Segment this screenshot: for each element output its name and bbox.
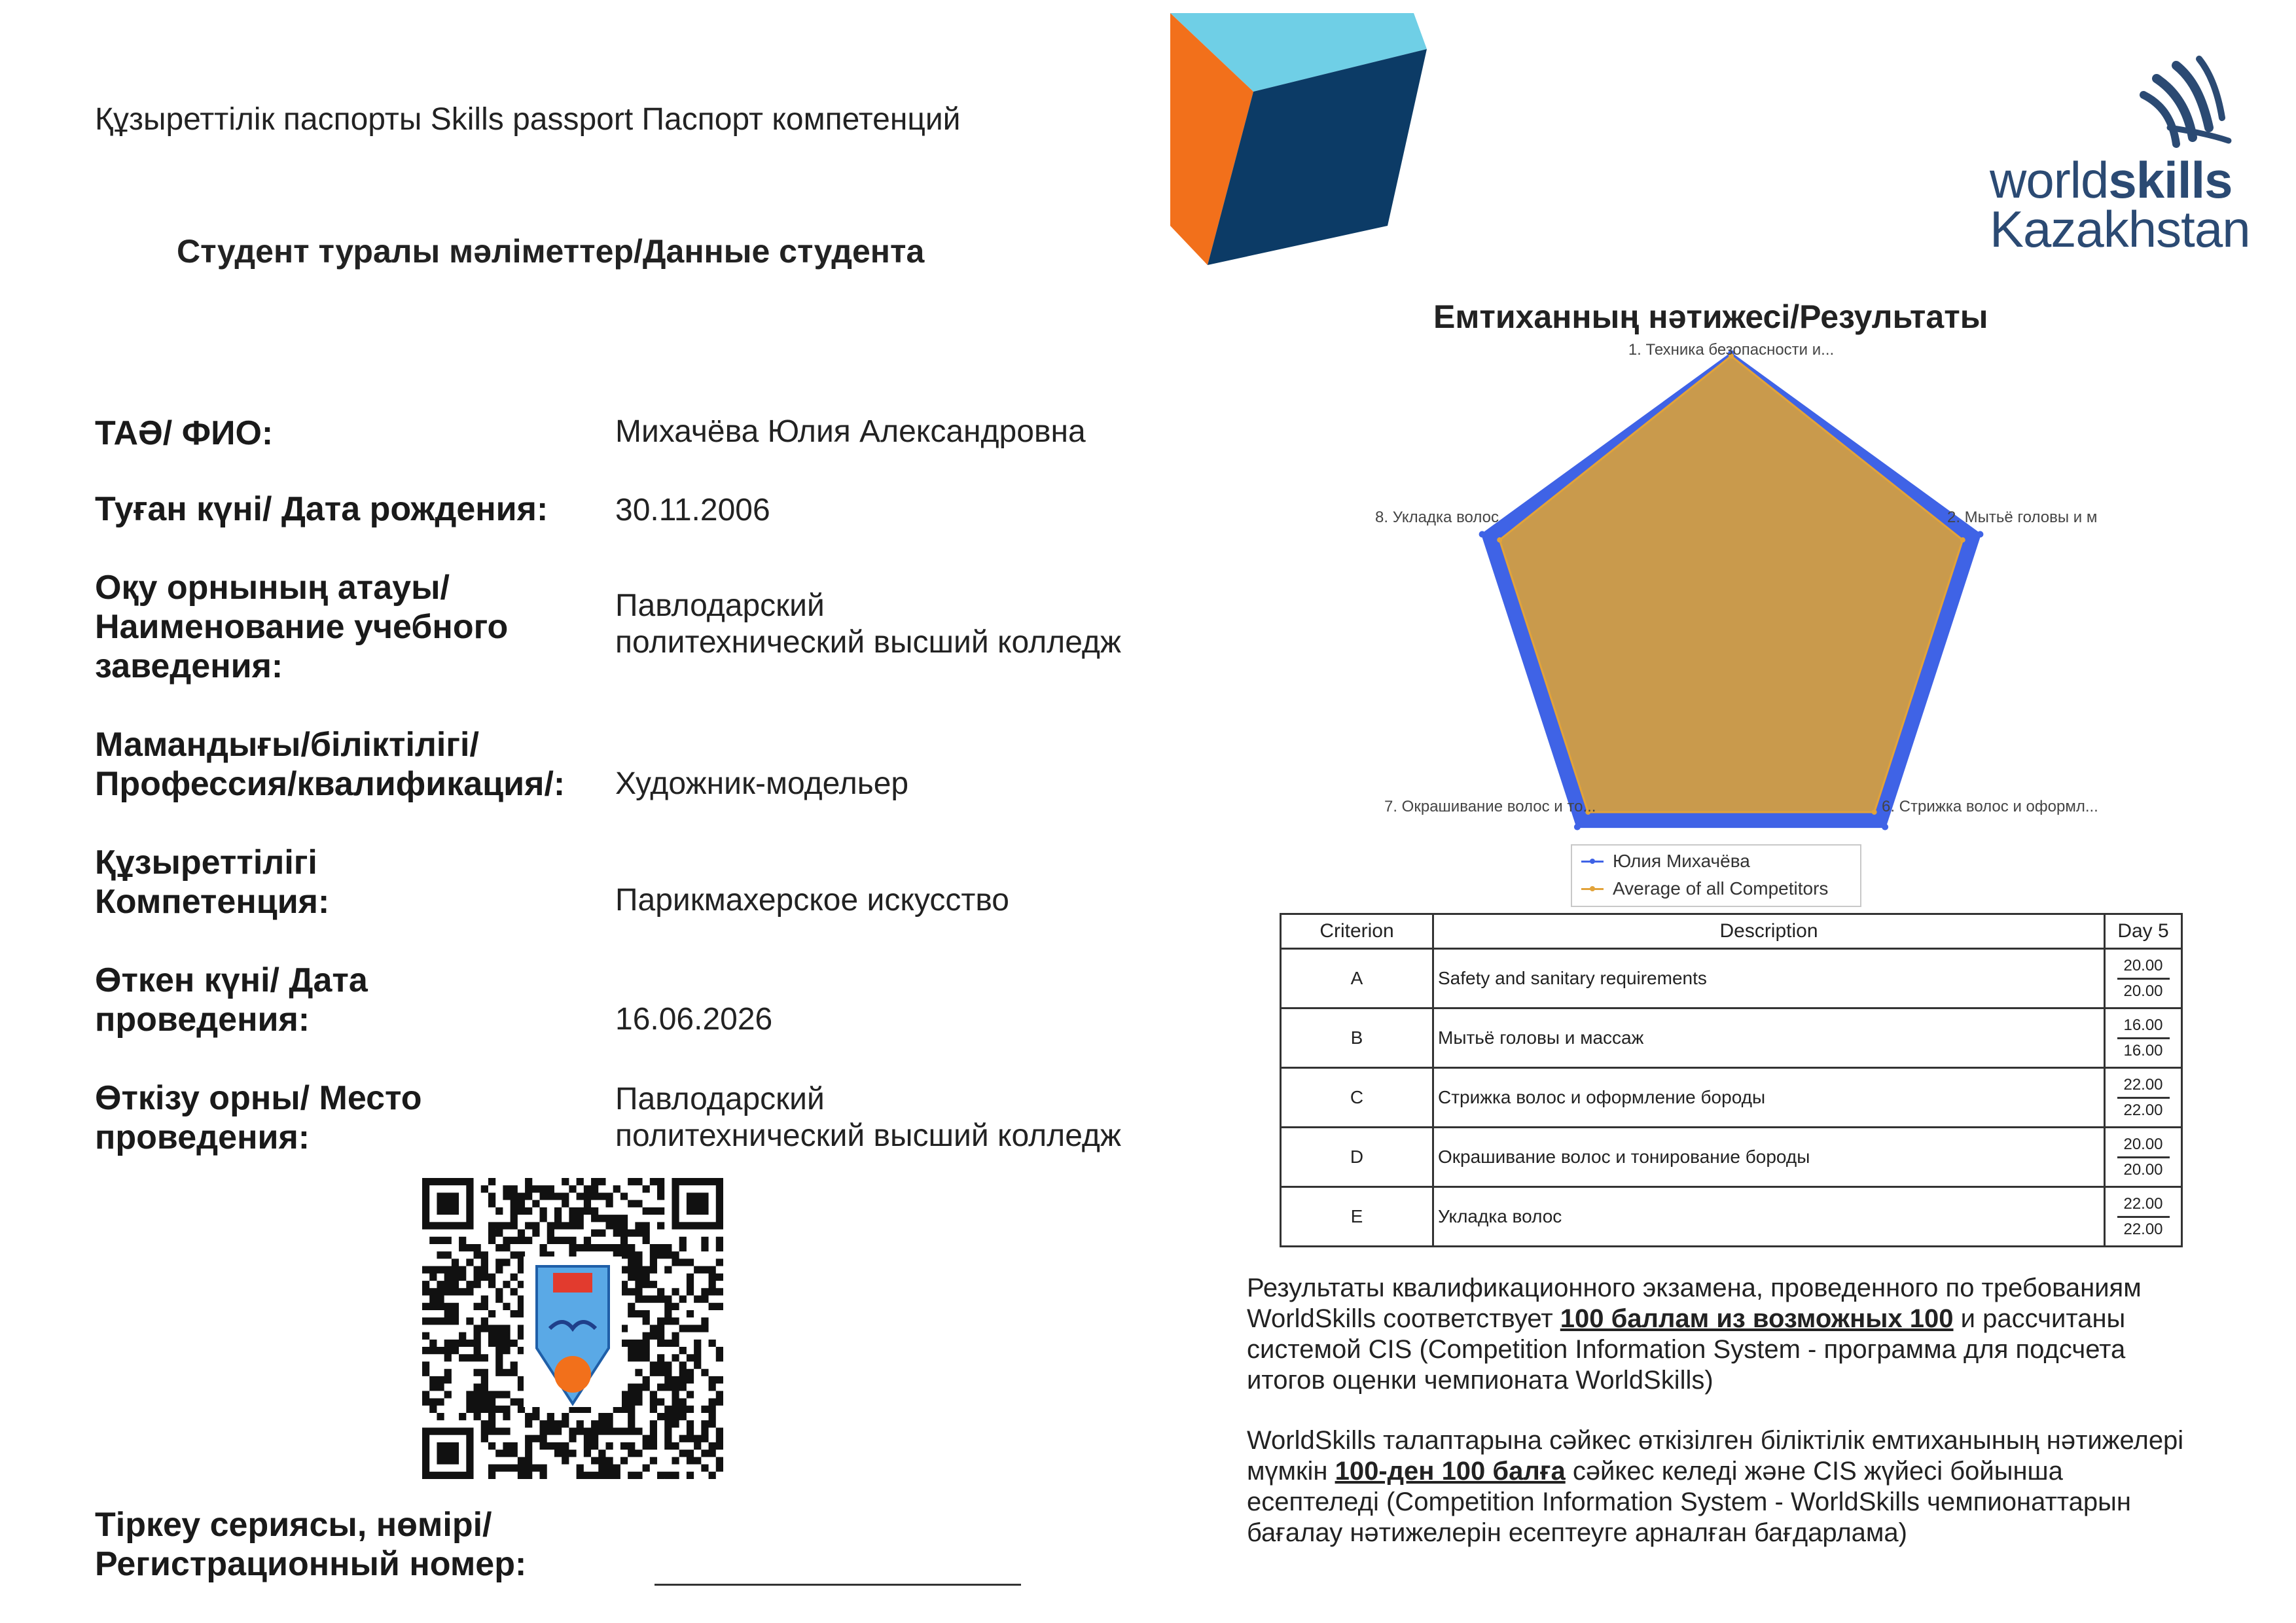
- description-cell: Стрижка волос и оформление бороды: [1433, 1068, 2105, 1128]
- criterion-header: Criterion: [1281, 914, 1433, 949]
- score-max: 22.00: [2123, 1101, 2163, 1119]
- institution-label: Оқу орнының атауы/ Наименование учебного заведения:: [95, 569, 509, 685]
- competency-label: Құзыреттілігі Компетенция:: [95, 844, 330, 921]
- criterion-cell: C: [1281, 1068, 1433, 1128]
- student-section-title: Студент туралы мәліметтер/Данные студента: [177, 233, 925, 270]
- legend-marker-average: [1581, 885, 1604, 892]
- score-max: 16.00: [2123, 1041, 2163, 1060]
- series-average-point: [1872, 810, 1877, 815]
- table-row: [1281, 1187, 2182, 1247]
- criterion-cell: B: [1281, 1008, 1433, 1068]
- criterion-cell: A: [1281, 949, 1433, 1008]
- exam-date-value: 16.06.2026: [615, 1002, 773, 1037]
- exam-date-label: Өткен күні/ Дата проведения:: [95, 961, 368, 1039]
- birth-date-value: 30.11.2006: [615, 493, 770, 527]
- series-student-point: [1882, 824, 1888, 830]
- table-row: [1281, 1128, 2182, 1187]
- series-average-area: [1499, 356, 1963, 812]
- score-value: 22.00: [2117, 1073, 2170, 1099]
- qr-code[interactable]: [422, 1178, 723, 1479]
- worldskills-logo: [1990, 52, 2271, 262]
- institution-value: Павлодарский политехнический высший колледж: [615, 588, 1121, 660]
- table-row: [1281, 1068, 2182, 1128]
- summary-kazakh: WorldSkills талаптарына сәйкес өткізілген біліктілік емтиханының нәтижелері мүмкін 100-ден 100 балға сәйкес келеді және CIS жүйесі бойынша есептеледі (Competition Information System - WorldSkills чемпионаттарын бағалау нәтижелерін есептеуге арналған бағдарлама): [1247, 1426, 2184, 1547]
- score-value: 20.00: [2117, 1133, 2170, 1158]
- legend-marker-student: [1581, 858, 1604, 865]
- fio-value: Михачёва Юлия Александровна: [615, 414, 1086, 449]
- criterion-cell: D: [1281, 1128, 1433, 1187]
- score-value: 20.00: [2117, 954, 2170, 980]
- description-cell: Safety and sanitary requirements: [1433, 949, 2105, 1008]
- axis-label: 6. Стрижка волос и оформл...: [1882, 798, 2098, 815]
- axis-label: 2. Мытьё головы и м: [1947, 508, 2098, 526]
- day-header: Day 5: [2105, 914, 2182, 949]
- table-row: [1281, 1008, 2182, 1068]
- exam-place-label: Өткізу орны/ Место проведения:: [95, 1079, 422, 1156]
- registration-number-line: [655, 1584, 1021, 1586]
- series-average-point: [1960, 537, 1965, 543]
- description-cell: Укладка волос: [1433, 1187, 2105, 1247]
- registration-label: Тіркеу сериясы, нөмірі/ Регистрационный номер:: [95, 1506, 527, 1583]
- legend-item-average: Average of all Competitors: [1581, 878, 1828, 899]
- qr-center-emblem-icon: [524, 1257, 622, 1407]
- criterion-cell: E: [1281, 1187, 1433, 1247]
- logo-world-text: world: [1990, 151, 2109, 209]
- qr-finder-pattern: [426, 1182, 470, 1226]
- table-row: [1281, 949, 2182, 1008]
- results-table: [1280, 913, 2183, 1247]
- score-value: 16.00: [2117, 1014, 2170, 1039]
- series-student-point: [1977, 531, 1983, 537]
- logo-skills-text: skills: [2108, 151, 2233, 209]
- passport-title: Құзыреттілік паспорты Skills passport Паспорт компетенций: [95, 102, 961, 137]
- exam-place-value: Павлодарский политехнический высший колледж: [615, 1082, 1121, 1153]
- chart-legend: [1571, 844, 1861, 907]
- table-header-row: [1281, 914, 2182, 949]
- legend-item-student: Юлия Михачёва: [1581, 851, 1750, 872]
- results-title: Емтиханның нәтижесі/Результаты: [1433, 298, 1988, 335]
- fio-label: ТАӘ/ ФИО:: [95, 414, 274, 452]
- description-cell: Окрашивание волос и тонирование бороды: [1433, 1128, 2105, 1187]
- score-max: 22.00: [2123, 1220, 2163, 1238]
- profession-label: Мамандығы/біліктілігі/ Профессия/квалификация/:: [95, 726, 565, 803]
- axis-label: 8. Укладка волос: [1375, 508, 1499, 526]
- score-value: 22.00: [2117, 1192, 2170, 1218]
- description-cell: Мытьё головы и массаж: [1433, 1008, 2105, 1068]
- profession-value: Художник-модельер: [615, 766, 909, 801]
- series-student-point: [1574, 824, 1581, 830]
- axis-label: 7. Окрашивание волос и то...: [1384, 798, 1596, 815]
- description-header: Description: [1433, 914, 2105, 949]
- radar-chart: [1329, 340, 2134, 897]
- series-student-point: [1479, 531, 1486, 537]
- worldskills-emblem-icon: [2130, 52, 2235, 157]
- summary-russian: Результаты квалификационного экзамена, проведенного по требованиям WorldSkills соответствует 100 баллам из возможных 100 и рассчитаны системой CIS (Competition Information System - программа для подсчета итогов оценки чемпионата WorldSkills): [1247, 1274, 2142, 1395]
- score-max: 20.00: [2123, 982, 2163, 1000]
- qr-finder-pattern: [675, 1182, 719, 1226]
- competency-value: Парикмахерское искусство: [615, 883, 1009, 918]
- birth-date-label: Туған күні/ Дата рождения:: [95, 490, 548, 528]
- qr-finder-pattern: [426, 1431, 470, 1475]
- cube-graphic: [1165, 10, 1440, 272]
- logo-kazakhstan-text: Kazakhstan: [1990, 200, 2250, 258]
- series-average-point: [1497, 537, 1502, 543]
- axis-label: 1. Техника безопасности и...: [1628, 341, 1835, 359]
- score-max: 20.00: [2123, 1160, 2163, 1179]
